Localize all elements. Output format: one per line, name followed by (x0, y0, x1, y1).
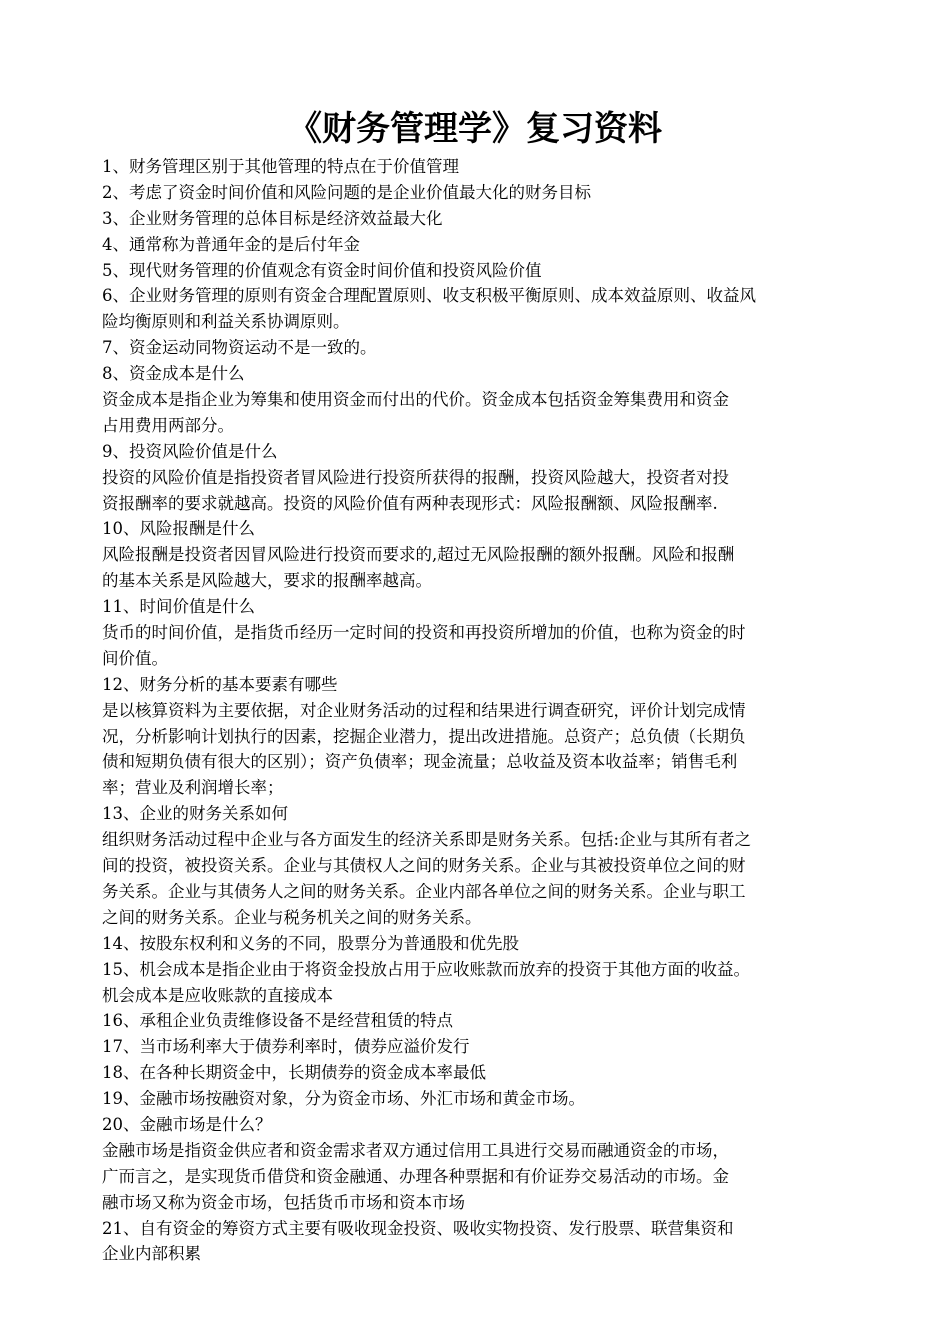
text-line: 7、资金运动同物资运动不是一致的。 (102, 338, 377, 358)
text-line: 2、考虑了资金时间价值和风险问题的是企业价值最大化的财务目标 (102, 182, 591, 202)
text-line: 务关系。企业与其债务人之间的财务关系。企业内部各单位之间的财务关系。企业与职工 (102, 881, 746, 901)
text-line: 21、自有资金的筹资方式主要有吸收现金投资、吸收实物投资、发行股票、联营集资和 (102, 1218, 734, 1238)
text-line: 债和短期负债有很大的区别）；资产负债率；现金流量；总收益及资本收益率；销售毛利 (102, 752, 738, 772)
text-line: 12、财务分析的基本要素有哪些 (102, 674, 338, 694)
document-title: 《财务管理学》复习资料 (288, 109, 662, 149)
text-line: 8、资金成本是什么 (102, 364, 245, 384)
text-line: 资金成本是指企业为筹集和使用资金而付出的代价。资金成本包括资金筹集费用和资金 (102, 390, 729, 410)
text-line: 险均衡原则和利益关系协调原则。 (102, 312, 350, 332)
text-line: 6、企业财务管理的原则有资金合理配置原则、收支积极平衡原则、成本效益原则、收益风 (102, 286, 756, 306)
text-line: 3、企业财务管理的总体目标是经济效益最大化 (102, 208, 443, 228)
text-line: 19、金融市场按融资对象，分为资金市场、外汇市场和黄金市场。 (102, 1089, 585, 1109)
text-line: 之间的财务关系。企业与税务机关之间的财务关系。 (102, 907, 482, 927)
text-line: 况，分析影响计划执行的因素，挖掘企业潜力，提出改进措施。总资产；总负债（长期负 (102, 726, 746, 746)
text-line: 企业内部积累 (102, 1244, 201, 1264)
text-line: 占用费用两部分。 (102, 415, 234, 435)
text-line: 机会成本是应收账款的直接成本 (102, 985, 333, 1005)
text-line: 资报酬率的要求就越高。投资的风险价值有两种表现形式：风险报酬额、风险报酬率. (102, 493, 718, 513)
text-line: 11、时间价值是什么 (102, 597, 255, 617)
text-line: 货币的时间价值，是指货币经历一定时间的投资和再投资所增加的价值，也称为资金的时 (102, 623, 746, 643)
text-line: 率；营业及利润增长率； (102, 778, 284, 798)
text-line: 15、机会成本是指企业由于将资金投放占用于应收账款而放弃的投资于其他方面的收益。 (102, 959, 750, 979)
text-line: 18、在各种长期资金中，长期债券的资金成本率最低 (102, 1063, 486, 1083)
text-line: 间价值。 (102, 648, 168, 668)
text-line: 17、当市场利率大于债券利率时，债券应溢价发行 (102, 1037, 470, 1057)
text-line: 16、承租企业负责维修设备不是经营租赁的特点 (102, 1011, 453, 1031)
text-line: 组织财务活动过程中企业与各方面发生的经济关系即是财务关系。包括:企业与其所有者之 (102, 830, 752, 850)
text-line: 9、投资风险价值是什么 (102, 441, 278, 461)
text-line: 风险报酬是投资者因冒风险进行投资而要求的,超过无风险报酬的额外报酬。风险和报酬 (102, 545, 735, 565)
text-line: 的基本关系是风险越大，要求的报酬率越高。 (102, 571, 432, 591)
text-line: 广而言之，是实现货币借贷和资金融通、办理各种票据和有价证券交易活动的市场。金 (102, 1166, 729, 1186)
text-line: 金融市场是指资金供应者和资金需求者双方通过信用工具进行交易而融通资金的市场， (102, 1140, 729, 1160)
text-line: 5、现代财务管理的价值观念有资金时间价值和投资风险价值 (102, 260, 542, 280)
document-body (102, 154, 872, 1267)
text-line: 融市场又称为资金市场，包括货币市场和资本市场 (102, 1192, 465, 1212)
text-line: 14、按股东权利和义务的不同，股票分为普通股和优先股 (102, 933, 519, 953)
text-line: 4、通常称为普通年金的是后付年金 (102, 234, 360, 254)
text-line: 13、企业的财务关系如何 (102, 804, 288, 824)
text-line: 20、金融市场是什么？ (102, 1114, 272, 1134)
text-line: 是以核算资料为主要依据，对企业财务活动的过程和结果进行调查研究，评价计划完成情 (102, 700, 746, 720)
text-line: 10、风险报酬是什么 (102, 519, 255, 539)
text-line: 间的投资，被投资关系。企业与其债权人之间的财务关系。企业与其被投资单位之间的财 (102, 856, 746, 876)
text-line: 1、财务管理区别于其他管理的特点在于价值管理 (102, 157, 459, 176)
text-line: 投资的风险价值是指投资者冒风险进行投资所获得的报酬，投资风险越大，投资者对投 (102, 467, 729, 487)
